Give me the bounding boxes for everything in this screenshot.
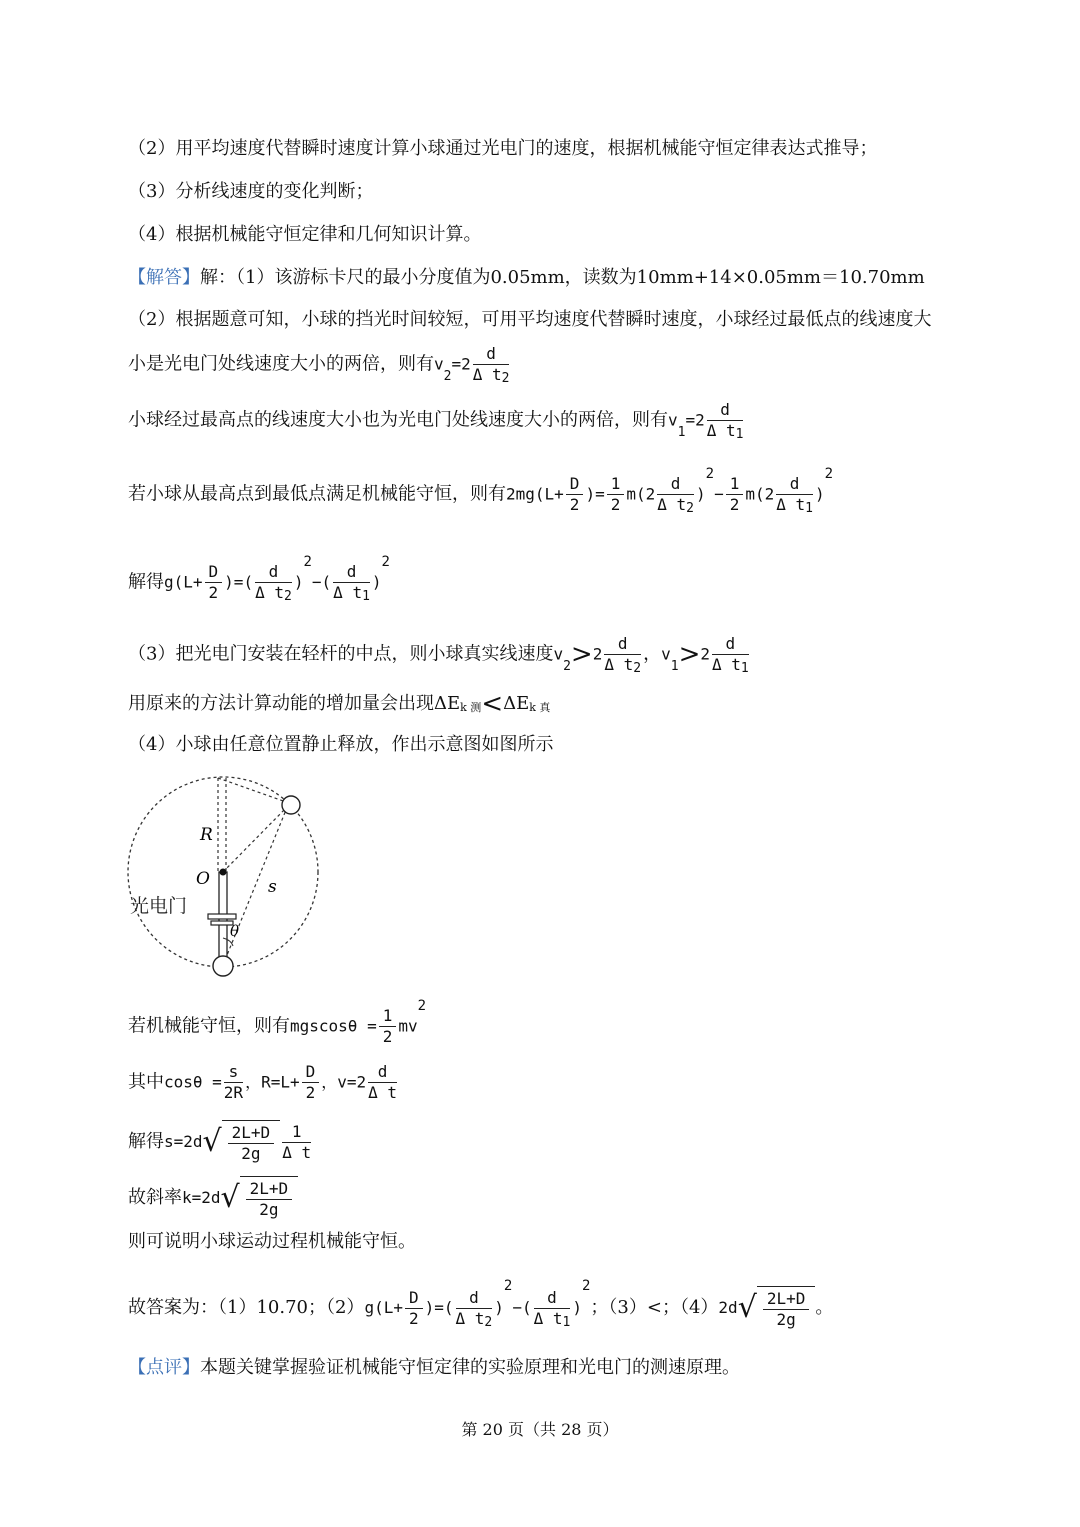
energy-text: 若小球从最高点到最低点满足机械能守恒，则有 (128, 483, 506, 505)
solve-lhs: g(L+ (164, 572, 203, 592)
s-over-2R (224, 1062, 243, 1103)
frac-num: s (224, 1062, 243, 1083)
final-answer-line (128, 1278, 834, 1330)
v2-sub: 2 (563, 659, 571, 674)
d-over-dt1 (776, 474, 813, 515)
hint-2: （2）用平均速度代替瞬时速度计算小球通过光电门的速度，根据机械能守恒定律表达式推导； (128, 138, 878, 159)
v1-eq: =2 (685, 410, 705, 430)
open-2: ( (521, 1298, 532, 1317)
den-dt: Δ t (712, 655, 741, 674)
frac-den: Δ t (282, 1142, 312, 1162)
v2-eq: =2 (451, 354, 471, 374)
mv: mv (398, 1016, 418, 1036)
frac-num: 1 (726, 474, 744, 495)
final-end: 。 (815, 1297, 834, 1318)
answer-tag: 【解答】 (128, 267, 200, 288)
frac-num: D (405, 1288, 423, 1309)
open-2: ( (321, 572, 332, 592)
frac-den (473, 365, 510, 385)
frac-den: 2g (241, 1144, 261, 1163)
den-dt: Δ t (455, 1308, 485, 1328)
den-sub: 2 (484, 1314, 493, 1330)
mgs-cos: mgscosθ = (290, 1016, 377, 1036)
ek-test: ΔE (434, 693, 461, 714)
v1-sub: 1 (677, 425, 686, 440)
frac-den (776, 495, 813, 515)
square-2: 2 (581, 1278, 591, 1294)
page-footer: 第 20 页（共 28 页） (461, 1420, 619, 1439)
frac-den (534, 1309, 571, 1329)
label-O: O (196, 869, 210, 889)
hint-3: （3）分析线速度的变化判断； (128, 181, 374, 202)
square-1: 2 (705, 466, 715, 482)
ball-top (282, 796, 300, 814)
den-dt: Δ t (533, 1308, 563, 1328)
close-1: ) (293, 572, 304, 592)
open-1: ( (243, 572, 254, 592)
v1-sub: 1 (670, 659, 679, 674)
D-over-2 (405, 1288, 423, 1329)
ball-bottom (213, 956, 233, 976)
v1-text: 小球经过最高点的线速度大小也为光电门处线速度大小的两倍，则有 (128, 409, 668, 431)
sqrt-icon: √ (737, 1290, 757, 1325)
where-text: 其中 (128, 1071, 164, 1093)
ek-test-sub: k 测 (460, 701, 482, 714)
frac-den (604, 655, 641, 675)
conclusion-line: 则可说明小球运动过程机械能守恒。 (128, 1231, 416, 1252)
v-eq: ，v=2 (321, 1072, 367, 1092)
two: 2 (592, 644, 603, 664)
frac-den: Δ t (368, 1083, 398, 1102)
s-solution-text: 解得 (128, 1131, 164, 1152)
frac-num: d (473, 344, 510, 365)
part3-line (128, 634, 751, 675)
close-eq: )= (585, 484, 605, 504)
answer-part-1: 解：（1）该游标卡尺的最小分度值为0.05mm，读数为10mm+14×0.05mm＝10.70mm (200, 267, 925, 288)
square: 2 (417, 998, 427, 1014)
den-sub: 1 (362, 589, 370, 604)
frac-den: 2 (305, 1083, 316, 1102)
d-over-dt2 (657, 474, 694, 515)
frac-den: 2 (382, 1027, 393, 1046)
D-over-2 (205, 562, 223, 603)
d-over-dt2 (604, 634, 641, 675)
d-over-dt (368, 1062, 397, 1103)
s-solution-line (128, 1120, 313, 1164)
label-R: R (200, 825, 213, 845)
ek-line (128, 689, 551, 719)
d-over-dt2 (456, 1288, 493, 1329)
D-over-2 (302, 1062, 320, 1103)
frac-num: 1 (282, 1122, 311, 1143)
half-2 (726, 474, 744, 515)
v2-sub: 2 (443, 369, 452, 384)
den-sub: 2 (283, 589, 292, 604)
frac-den: 2R (223, 1083, 244, 1102)
frac-num: 2L+D (763, 1289, 810, 1310)
square-2: 2 (824, 466, 834, 482)
frac-num: d (604, 634, 641, 655)
final-2d: 2d (718, 1298, 738, 1317)
m-open-2: m(2 (745, 484, 775, 504)
minus: − (512, 1298, 522, 1317)
close-2: ) (371, 572, 382, 592)
frac-num: d (255, 562, 292, 583)
frac-den (333, 583, 370, 603)
frac-num: d (534, 1288, 571, 1309)
open-1: ( (443, 1298, 454, 1317)
d-over-dt2 (255, 562, 292, 603)
rad-frac (228, 1123, 275, 1164)
close-eq: )= (224, 572, 244, 592)
review-line (128, 1356, 740, 1380)
v2-frac (473, 344, 510, 385)
half (379, 1006, 397, 1047)
frac-den: 2 (610, 495, 621, 514)
square-1: 2 (303, 554, 312, 570)
close-2: ) (572, 1298, 582, 1317)
radicand (240, 1176, 299, 1220)
R-eq: ，R=L+ (245, 1072, 300, 1092)
ek-true: ΔE (503, 693, 530, 714)
den-sub: 1 (562, 1314, 571, 1330)
label-theta: θ (230, 922, 240, 940)
den-sub: 2 (633, 661, 642, 676)
den-sub: 1 (740, 661, 749, 676)
frac-num: 1 (607, 474, 625, 495)
solve-text: 解得 (128, 571, 164, 593)
den-dt: Δ t (333, 583, 363, 602)
answer-part-2a: （2）根据题意可知，小球的挡光时间较短，可用平均速度代替瞬时速度，小球经过最低点的线速度大 (128, 309, 932, 330)
answer-line-1 (128, 266, 925, 290)
den-dt: Δ t (604, 655, 634, 674)
frac-num: 2L+D (228, 1123, 275, 1144)
minus-1: − (714, 484, 724, 504)
den-sub: 1 (735, 427, 744, 442)
square-1: 2 (503, 1278, 513, 1294)
rad-frac (763, 1289, 810, 1330)
lt-sign: < (481, 689, 504, 719)
energy-line (128, 466, 834, 516)
v2-line (128, 344, 511, 385)
where-line (128, 1062, 399, 1103)
den-dt: Δ t (255, 583, 284, 602)
frac-num: 2L+D (246, 1179, 293, 1200)
part3-text: （3）把光电门安装在轻杆的中点，则小球真实线速度 (128, 643, 554, 665)
frac-den (657, 495, 694, 515)
pendulum-diagram (118, 770, 333, 985)
frac-num: d (368, 1062, 397, 1083)
radicand (757, 1286, 816, 1330)
d-over-dt1 (333, 562, 370, 603)
frac-num: d (776, 474, 813, 495)
close-2: ) (814, 484, 825, 504)
v1-sym: v (661, 644, 671, 664)
frac-num: d (333, 562, 370, 583)
v1-sym: v (668, 410, 678, 430)
frac-den: 2g (259, 1200, 279, 1219)
energy-cons-text: 若机械能守恒，则有 (128, 1015, 290, 1037)
v2-text: 小是光电门处线速度大小的两倍，则有 (128, 353, 434, 375)
frac-den: 2 (569, 495, 580, 514)
slope-text: 故斜率 (128, 1187, 182, 1208)
energy-lhs: 2mg(L+ (506, 484, 564, 504)
label-photogate: 光电门 (130, 895, 188, 917)
den-dt: Δ t (776, 495, 806, 514)
one-over-dt (282, 1122, 311, 1163)
rad-frac (246, 1179, 293, 1220)
ek-text: 用原来的方法计算动能的增加量会出现 (128, 693, 434, 714)
d-over-dt1 (712, 634, 749, 675)
final-text: 故答案为：（1）10.70；（2） (128, 1297, 365, 1318)
gt-sign: > (678, 639, 701, 670)
den-sub: 2 (686, 501, 694, 516)
close-eq: )= (424, 1298, 444, 1317)
solve-line (128, 554, 390, 604)
frac-den (707, 421, 744, 441)
two: 2 (700, 644, 710, 664)
half-1 (607, 474, 625, 515)
radicand (222, 1120, 281, 1164)
frac-num: d (707, 400, 744, 421)
sqrt-icon: √ (202, 1124, 222, 1159)
frac-den: 2 (408, 1308, 419, 1328)
sqrt-icon: √ (220, 1180, 240, 1215)
v2-sym: v (434, 354, 444, 374)
den-sub: 2 (501, 371, 510, 386)
den-dt: Δ t (706, 421, 736, 440)
d-over-dt1 (534, 1288, 571, 1329)
square-2: 2 (381, 554, 390, 570)
frac-num: D (302, 1062, 320, 1083)
slope-line (128, 1176, 298, 1220)
frac-num: d (657, 474, 694, 495)
minus: − (311, 572, 322, 592)
v1-line (128, 400, 745, 441)
frac-den (255, 583, 292, 603)
m-open-1: m(2 (626, 484, 656, 504)
ek-true-sub: k 真 (529, 701, 551, 714)
frac-num: d (712, 634, 749, 655)
frac-num: 1 (379, 1006, 397, 1027)
final-part3: ；（3）<；（4） (590, 1297, 719, 1318)
hint-4: （4）根据机械能守恒定律和几何知识计算。 (128, 224, 482, 245)
energy-cons-line (128, 998, 427, 1047)
part4-line: （4）小球由任意位置静止释放，作出示意图如图所示 (128, 734, 554, 755)
v2-sym: v (553, 644, 564, 664)
den-dt: Δ t (657, 495, 687, 514)
review-text: 本题关键掌握验证机械能守恒定律的实验原理和光电门的测速原理。 (200, 1357, 740, 1378)
review-tag: 【点评】 (128, 1357, 200, 1378)
frac-den: 2g (776, 1310, 796, 1329)
den-dt: Δ t (472, 365, 502, 384)
gt-sign: > (570, 639, 593, 670)
pivot-O (220, 869, 227, 876)
frac-den (712, 655, 749, 675)
close-1: ) (695, 484, 706, 504)
D-over-2 (566, 474, 584, 515)
frac-num: D (566, 474, 584, 495)
close-1: ) (494, 1298, 504, 1317)
comma: ， (643, 643, 662, 665)
cos-eq: cosθ = (164, 1072, 222, 1092)
v1-frac (707, 400, 744, 441)
frac-den: 2 (208, 583, 219, 602)
rod-to-ball (223, 808, 286, 872)
frac-num: d (456, 1288, 493, 1309)
s-eq: s=2d (164, 1132, 203, 1151)
frac-den: 2 (729, 495, 740, 514)
frac-den (456, 1309, 493, 1329)
label-s: s (268, 877, 277, 897)
photogate (208, 914, 236, 919)
solve-lhs: g(L+ (364, 1298, 403, 1317)
frac-num: D (205, 562, 223, 583)
den-sub: 1 (805, 501, 813, 516)
k-eq: k=2d (182, 1188, 221, 1207)
